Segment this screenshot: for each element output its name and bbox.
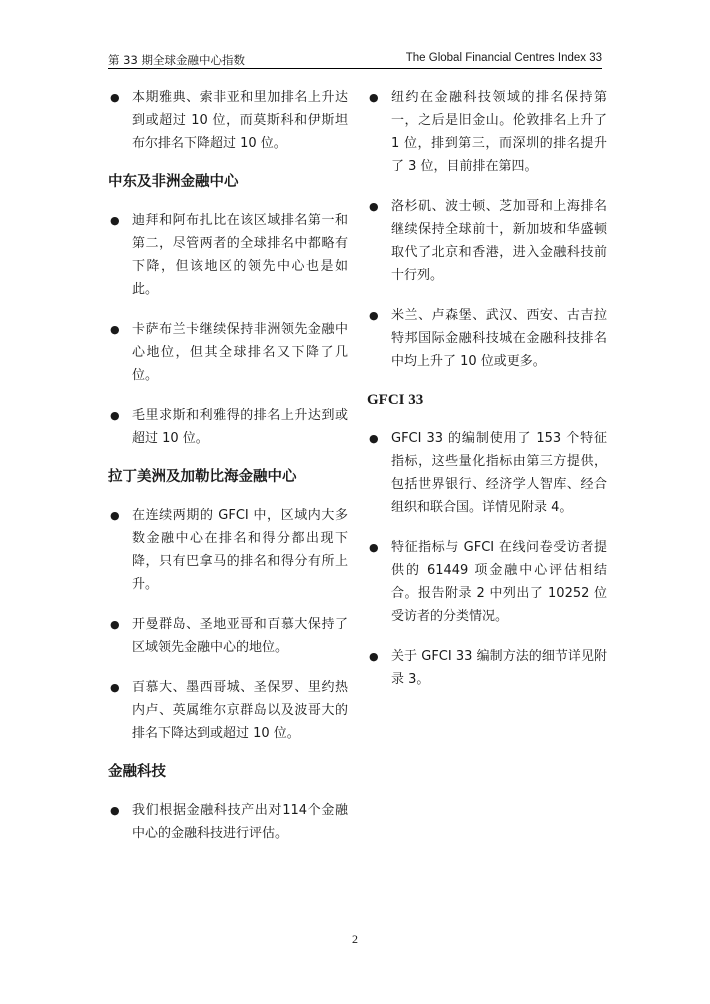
bullet-icon: ● <box>110 618 120 631</box>
header-title-cn: 第 33 期全球金融中心指数 <box>108 53 245 67</box>
bullet-text: 百慕大、墨西哥城、圣保罗、里约热内卢、英属维尔京群岛以及波哥大的排名下降达到或超过 10 位。 <box>132 680 348 741</box>
bullet-icon: ● <box>369 91 379 104</box>
bullet-icon: ● <box>110 804 120 817</box>
section-heading-latin-america: 拉丁美洲及加勒比海金融中心 <box>108 469 297 485</box>
bullet-text: 迪拜和阿布扎比在该区域排名第一和第二，尽管两者的全球排名中都略有下降，但该地区的领先中心也是如此。 <box>132 213 348 297</box>
running-header <box>108 50 602 69</box>
list-item <box>108 504 348 596</box>
bullet-text: GFCI 33 的编制使用了 153 个特征指标，这些量化指标由第三方提供，包括世界银行、经济学人智库、经合组织和联合国。详情见附录 4。 <box>391 431 607 515</box>
page-number: 2 <box>352 932 358 946</box>
bullet-text: 纽约在金融科技领域的排名保持第一，之后是旧金山。伦敦排名上升了 1 位，排到第三，而深圳的排名提升了 3 位，目前排在第四。 <box>391 90 607 174</box>
section-heading-mideast-africa: 中东及非洲金融中心 <box>108 174 239 190</box>
bullet-text: 在连续两期的 GFCI 中，区域内大多数金融中心在排名和得分都出现下降，只有巴拿马的排名和得分有所上升。 <box>132 508 348 592</box>
list-item <box>108 86 348 155</box>
list-item <box>367 427 607 519</box>
left-column <box>108 86 348 862</box>
bullet-icon: ● <box>110 214 120 227</box>
bullet-text: 本期雅典、索非亚和里加排名上升达到或超过 10 位，而莫斯科和伊斯坦布尔排名下降超过 10 位。 <box>132 90 348 151</box>
section-heading-fintech: 金融科技 <box>108 764 166 780</box>
bullet-icon: ● <box>110 323 120 336</box>
right-column <box>367 86 607 708</box>
list-item <box>367 86 607 178</box>
bullet-text: 关于 GFCI 33 编制方法的细节详见附录 3。 <box>391 649 607 687</box>
list-item <box>108 318 348 387</box>
bullet-text: 卡萨布兰卡继续保持非洲领先金融中心地位，但其全球排名又下降了几位。 <box>132 322 348 383</box>
bullet-icon: ● <box>110 509 120 522</box>
list-item <box>108 404 348 450</box>
bullet-icon: ● <box>369 309 379 322</box>
bullet-icon: ● <box>369 650 379 663</box>
bullet-icon: ● <box>110 681 120 694</box>
bullet-text: 开曼群岛、圣地亚哥和百慕大保持了区域领先金融中心的地位。 <box>132 617 348 655</box>
bullet-text: 洛杉矶、波士顿、芝加哥和上海排名继续保持全球前十，新加坡和华盛顿取代了北京和香港，进入金融科技前十行列。 <box>391 199 607 283</box>
bullet-text: 米兰、卢森堡、武汉、西安、古吉拉特邦国际金融科技城在金融科技排名中均上升了 10 位或更多。 <box>391 308 607 369</box>
list-item <box>108 676 348 745</box>
list-item <box>108 799 348 845</box>
header-title-en: The Global Financial Centres Index 33 <box>405 52 602 64</box>
list-item <box>367 536 607 628</box>
list-item <box>367 304 607 373</box>
bullet-text: 毛里求斯和利雅得的排名上升达到或超过 10 位。 <box>132 408 348 446</box>
bullet-text: 特征指标与 GFCI 在线问卷受访者提供的 61449 项金融中心评估相结合。报告附录 2 中列出了 10252 位受访者的分类情况。 <box>391 540 607 624</box>
bullet-icon: ● <box>110 409 120 422</box>
list-item <box>108 613 348 659</box>
bullet-icon: ● <box>369 432 379 445</box>
bullet-icon: ● <box>110 91 120 104</box>
list-item <box>367 645 607 691</box>
bullet-icon: ● <box>369 541 379 554</box>
list-item <box>108 209 348 301</box>
bullet-text: 我们根据金融科技产出对114个金融中心的金融科技进行评估。 <box>132 803 348 841</box>
list-item <box>367 195 607 287</box>
bullet-icon: ● <box>369 200 379 213</box>
section-heading-gfci33: GFCI 33 <box>367 392 424 408</box>
